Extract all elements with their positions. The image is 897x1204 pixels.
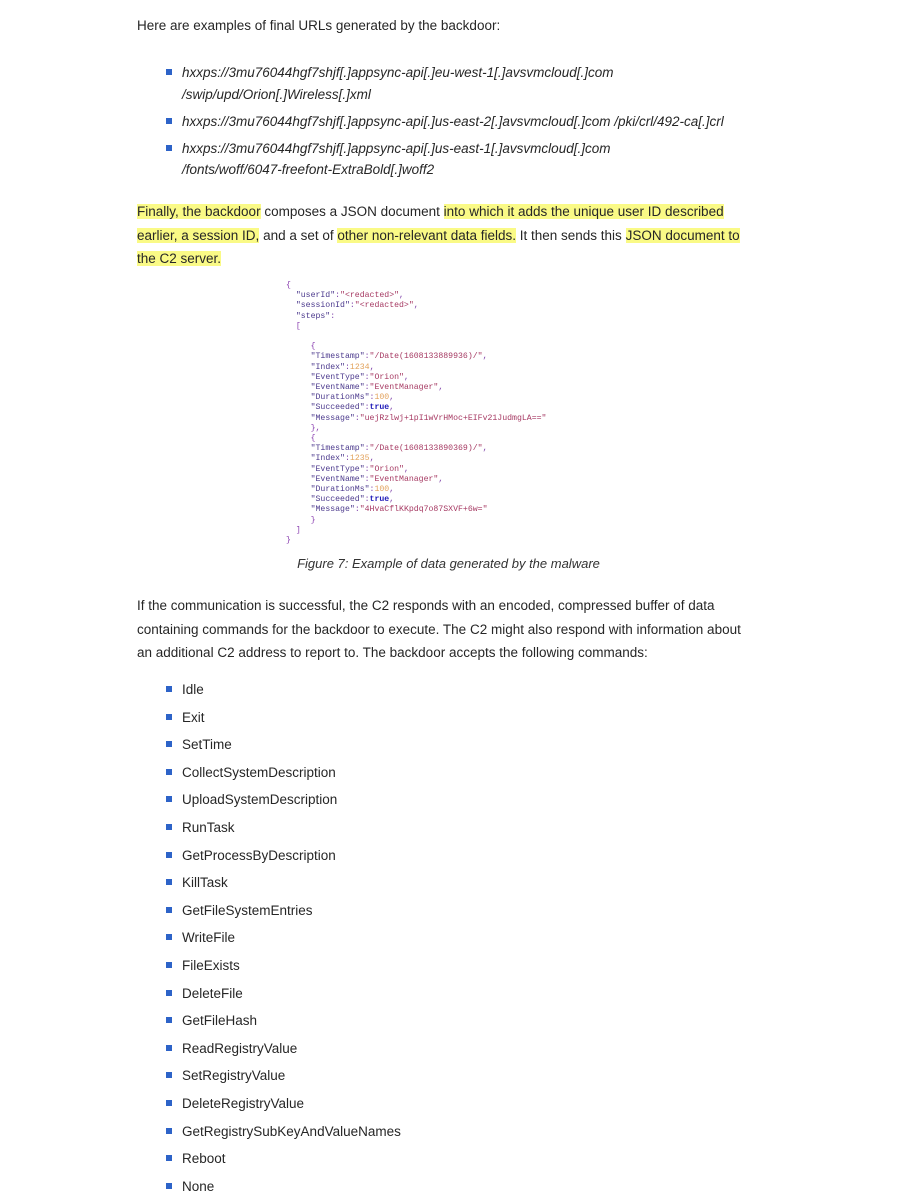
bullet-square-icon [166,769,172,775]
list-item: DeleteFile [166,984,401,1012]
list-item: FileExists [166,956,401,984]
bullet-square-icon [166,1155,172,1161]
paragraph-c2-response: If the communication is successful, the C2 responds with an encoded, compressed buffer of data containing commands for the backdoor to execute. The C2 might also respond with information about an additional C2 address to report to. The backdoor accepts the following commands: [137,598,741,660]
bullet-square-icon [166,990,172,996]
bullet-square-icon [166,852,172,858]
list-item: Exit [166,708,401,736]
bullet-square-icon [166,962,172,968]
list-item: GetProcessByDescription [166,846,401,874]
bullet-square-icon [166,907,172,913]
list-item: UploadSystemDescription [166,790,401,818]
list-item: GetFileSystemEntries [166,901,401,929]
list-item: WriteFile [166,928,401,956]
url-list [166,62,766,186]
bullet-square-icon [166,714,172,720]
list-item: GetFileHash [166,1011,401,1039]
list-item: Reboot [166,1149,401,1177]
list-item: hxxps://3mu76044hgf7shjf[.]appsync-api[.]us-east-2[.]avsvmcloud[.]com /pki/crl/492-ca[.]crl [166,111,766,133]
list-item: KillTask [166,873,401,901]
list-item: hxxps://3mu76044hgf7shjf[.]appsync-api[.]us-east-1[.]avsvmcloud[.]com /fonts/woff/6047-freefont-ExtraBold[.]woff2 [166,138,766,181]
list-item: CollectSystemDescription [166,763,401,791]
bullet-square-icon [166,741,172,747]
json-code-figure: { "userId":"<redacted>", "sessionId":"<redacted>", "steps": [ { "Timestamp":"/Date(1608133889936)/", "Index":1234, "EventType":"Orion", "EventName":"EventManager", "DurationMs":100, "Succeeded":true, "Message":"uejRzlwj+1pI1wVrHMoc+EIFv21JudmgLA==" }, { "Timestamp":"/Date(1608133890369)/", "Index":1235, "EventType":"Orion", "EventName":"EventManager", "DurationMs":100, "Succeeded":true, "Message":"4HvaCflKKpdq7o87SXVF+6w=" } ] } [286,281,547,546]
bullet-square-icon [166,69,172,75]
figure-caption: Figure 7: Example of data generated by the malware [297,556,600,571]
paragraph-json-document: Finally, the backdoor composes a JSON document into which it adds the unique user ID described earlier, a session ID, and a set of other non-relevant data fields. It then sends this JSON document to the C2 server. [137,204,740,266]
list-item: RunTask [166,818,401,846]
list-item: SetTime [166,735,401,763]
list-item: Idle [166,680,401,708]
bullet-square-icon [166,1100,172,1106]
bullet-square-icon [166,1017,172,1023]
intro-text: Here are examples of final URLs generated by the backdoor: [137,18,501,33]
list-item: hxxps://3mu76044hgf7shjf[.]appsync-api[.]eu-west-1[.]avsvmcloud[.]com /swip/upd/Orion[.]Wireless[.]xml [166,62,766,105]
list-item: None [166,1177,401,1204]
bullet-square-icon [166,796,172,802]
command-list [166,680,401,1204]
bullet-square-icon [166,118,172,124]
list-item: SetRegistryValue [166,1066,401,1094]
bullet-square-icon [166,824,172,830]
bullet-square-icon [166,145,172,151]
bullet-square-icon [166,1045,172,1051]
bullet-square-icon [166,1072,172,1078]
list-item: DeleteRegistryValue [166,1094,401,1122]
bullet-square-icon [166,686,172,692]
list-item: GetRegistrySubKeyAndValueNames [166,1122,401,1150]
bullet-square-icon [166,934,172,940]
list-item: ReadRegistryValue [166,1039,401,1067]
bullet-square-icon [166,1128,172,1134]
bullet-square-icon [166,1183,172,1189]
bullet-square-icon [166,879,172,885]
